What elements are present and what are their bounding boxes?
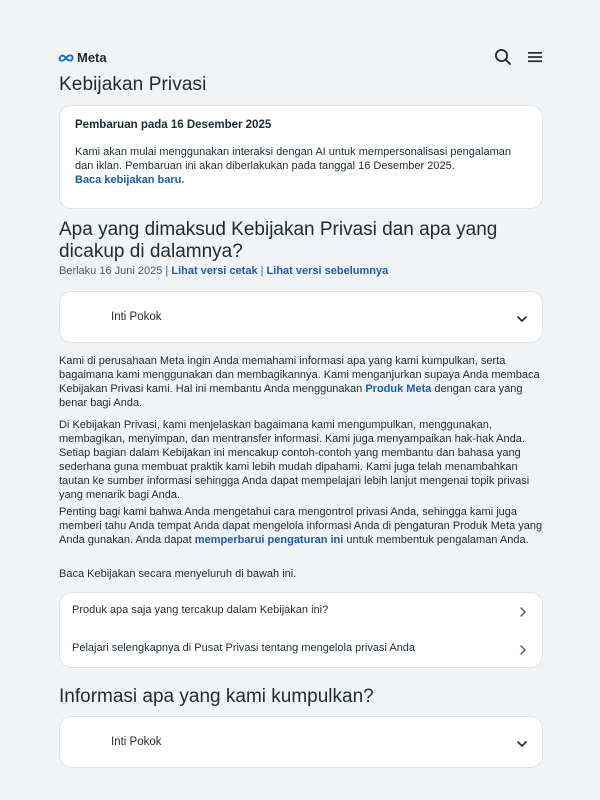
read-new-policy-link[interactable]: Baca kebijakan baru. bbox=[75, 174, 185, 187]
summary-accordion[interactable] bbox=[59, 291, 543, 343]
paragraph-text: untuk membentuk pengalaman Anda. bbox=[343, 534, 529, 547]
search-icon[interactable] bbox=[493, 47, 513, 67]
separator: | bbox=[257, 265, 267, 277]
effective-date: Berlaku 16 Juni 2025 bbox=[59, 265, 163, 277]
link-row-label: Produk apa saja yang tercakup dalam Kebijakan ini? bbox=[72, 604, 329, 616]
update-settings-link[interactable]: memperbarui pengaturan ini bbox=[194, 534, 344, 547]
explanation-paragraph: Di Kebijakan Privasi, kami menjelaskan bagaimana kami mengumpulkan, menggunakan, membagikan, menyimpan, dan mentransfer informasi. Kami juga menyampaikan hak-hak Anda. Setiap bagian dalam Kebijakan ini mencakup contoh-contoh yang membantu dan bahasa yang sederhana guna membuat praktik kami lebih mudah dipahami. Kami juga telah menambahkan tautan ke sumber informasi sehingga Anda dapat mempelajari lebih lanjut mengenai topik privasi yang menarik bagi Anda. bbox=[59, 419, 530, 502]
link-row-privacy-center[interactable] bbox=[60, 631, 542, 668]
meta-logo[interactable] bbox=[58, 50, 107, 65]
separator: | bbox=[162, 265, 172, 277]
notice-title: Pembaruan pada 16 Desember 2025 bbox=[75, 119, 272, 131]
summary-accordion[interactable] bbox=[59, 716, 543, 768]
hamburger-menu-icon[interactable] bbox=[525, 47, 545, 67]
section-heading-what-is-policy: Apa yang dimaksud Kebijakan Privasi dan apa yang dicakup di dalamnya? bbox=[59, 219, 498, 262]
intro-paragraph bbox=[59, 354, 545, 410]
print-version-link[interactable]: Lihat versi cetak bbox=[171, 265, 258, 277]
header-actions bbox=[493, 47, 545, 67]
previous-version-link[interactable]: Lihat versi sebelumnya bbox=[266, 265, 389, 277]
control-privacy-paragraph bbox=[59, 505, 545, 547]
section-heading-what-we-collect: Informasi apa yang kami kumpulkan? bbox=[59, 686, 374, 707]
chevron-down-icon bbox=[516, 311, 528, 329]
chevron-down-icon bbox=[516, 736, 528, 754]
paragraph-text: Kami di perusahaan Meta ingin Anda memahami informasi apa yang kami kumpulkan, serta bagaimana kami menggunakan dan membagikannya. Kami menganjurkan supaya Anda membaca Kebijakan Privasi kami. Hal ini membantu Anda menggunakan bbox=[59, 355, 540, 396]
page-title: Kebijakan Privasi bbox=[59, 74, 207, 95]
effective-date-line bbox=[59, 265, 388, 277]
meta-infinity-icon bbox=[58, 53, 74, 63]
paragraph-text: Penting bagi kami bahwa Anda mengetahui cara mengontrol privasi Anda, sehingga kami juga memberi tahu Anda tempat Anda dapat mengelola informasi Anda di pengaturan Produk Meta yang Anda gunakan. Anda dapat bbox=[59, 506, 543, 547]
link-row-label: Pelajari selengkapnya di Pusat Privasi tentang mengelola privasi Anda bbox=[72, 642, 416, 654]
chevron-right-icon bbox=[518, 643, 528, 661]
meta-products-link[interactable]: Produk Meta bbox=[365, 383, 432, 396]
paragraph-text: dengan cara yang benar bagi Anda. bbox=[59, 383, 523, 410]
top-navigation-bar bbox=[0, 40, 600, 76]
related-links-card bbox=[59, 592, 543, 668]
accordion-label: Inti Pokok bbox=[111, 311, 162, 323]
update-notice-card bbox=[59, 105, 543, 209]
read-policy-paragraph: Baca Kebijakan secara menyeluruh di bawah ini. bbox=[59, 568, 297, 580]
accordion-label: Inti Pokok bbox=[111, 736, 162, 748]
chevron-right-icon bbox=[518, 605, 528, 623]
logo-text: Meta bbox=[77, 50, 107, 65]
link-row-covered-products[interactable] bbox=[60, 593, 542, 630]
notice-text: Kami akan mulai menggunakan interaksi dengan AI untuk mempersonalisasi pengalaman dan iklan. Pembaruan ini akan diberlakukan pada tanggal 16 Desember 2025. bbox=[75, 146, 511, 173]
